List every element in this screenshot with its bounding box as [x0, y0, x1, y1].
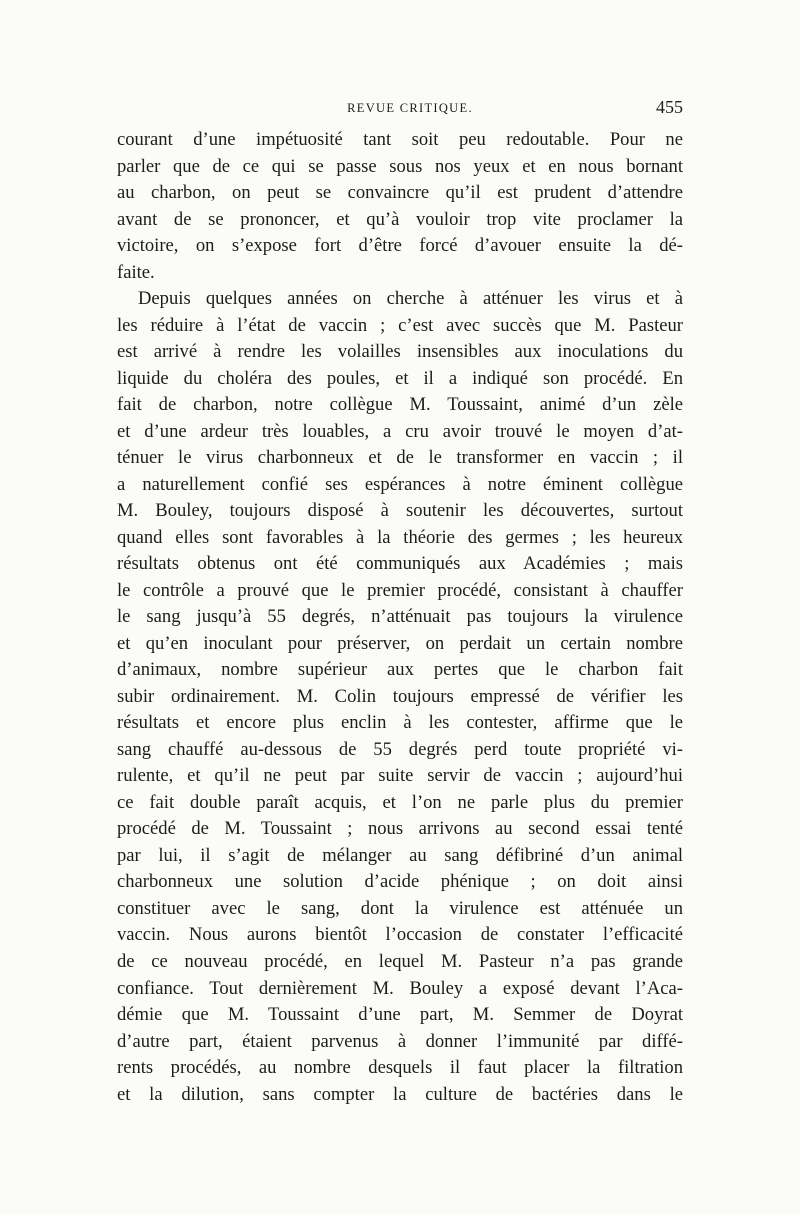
- text-line: vaccin. Nous aurons bientôt l’occasion de constater l’efficacité: [117, 924, 683, 946]
- text-line: les réduire à l’état de vaccin ; c’est avec succès que M. Pasteur: [117, 314, 683, 336]
- text-line: rulente, et qu’il ne peut par suite servir de vaccin ; aujourd’hui: [117, 765, 683, 787]
- page-number: 455: [656, 97, 683, 117]
- text-line: quand elles sont favorables à la théorie des germes ; les heureux: [117, 526, 683, 548]
- text-line: Depuis quelques années on cherche à atténuer les virus et à: [138, 288, 683, 310]
- text-line: ténuer le virus charbonneux et de le transformer en vaccin ; il: [117, 447, 683, 469]
- text-line: ce fait double paraît acquis, et l’on ne parle plus du premier: [117, 791, 683, 813]
- text-line: d’autre part, étaient parvenus à donner l’immunité par diffé-: [117, 1030, 683, 1052]
- text-line: liquide du choléra des poules, et il a indiqué son procédé. En: [117, 367, 683, 389]
- text-line: fait de charbon, notre collègue M. Toussaint, animé d’un zèle: [117, 394, 683, 416]
- text-line: procédé de M. Toussaint ; nous arrivons au second essai tenté: [117, 818, 683, 840]
- text-line: constituer avec le sang, dont la virulence est atténuée un: [117, 897, 683, 919]
- text-line: et qu’en inoculant pour préserver, on perdait un certain nombre: [117, 632, 683, 654]
- text-line: est arrivé à rendre les volailles insensibles aux inoculations du: [117, 341, 683, 363]
- text-line: et d’une ardeur très louables, a cru avoir trouvé le moyen d’at-: [117, 420, 683, 442]
- text-line: rents procédés, au nombre desquels il faut placer la filtration: [117, 1057, 683, 1079]
- running-title: REVUE CRITIQUE.: [347, 101, 473, 115]
- text-line: victoire, on s’expose fort d’être forcé d’avouer ensuite la dé-: [117, 235, 683, 257]
- text-line: et la dilution, sans compter la culture de bactéries dans le: [117, 1083, 683, 1105]
- text-line: résultats obtenus ont été communiqués aux Académies ; mais: [117, 553, 683, 575]
- text-line: parler que de ce qui se passe sous nos yeux et en nous bornant: [117, 155, 683, 177]
- text-line: courant d’une impétuosité tant soit peu redoutable. Pour ne: [117, 129, 683, 150]
- page-header: [117, 97, 683, 119]
- text-line: le contrôle a prouvé que le premier procédé, consistant à chauffer: [117, 579, 683, 601]
- text-line: démie que M. Toussaint d’une part, M. Semmer de Doyrat: [117, 1004, 683, 1026]
- text-line: faite.: [117, 261, 155, 283]
- text-line: résultats et encore plus enclin à les contester, affirme que le: [117, 712, 683, 734]
- text-line: le sang jusqu’à 55 degrés, n’atténuait pas toujours la virulence: [117, 606, 683, 628]
- text-line: subir ordinairement. M. Colin toujours empressé de vérifier les: [117, 685, 683, 707]
- body-text: [117, 127, 683, 1108]
- text-line: d’animaux, nombre supérieur aux pertes que le charbon fait: [117, 659, 683, 681]
- text-line: au charbon, on peut se convaincre qu’il est prudent d’attendre: [117, 182, 683, 204]
- text-line: avant de se prononcer, et qu’à vouloir trop vite proclamer la: [117, 208, 683, 230]
- text-line: de ce nouveau procédé, en lequel M. Pasteur n’a pas grande: [117, 950, 683, 972]
- text-line: M. Bouley, toujours disposé à soutenir les découvertes, surtout: [117, 500, 683, 522]
- text-line: confiance. Tout dernièrement M. Bouley a exposé devant l’Aca-: [117, 977, 683, 999]
- text-line: sang chauffé au-dessous de 55 degrés perd toute propriété vi-: [117, 738, 683, 760]
- text-line: a naturellement confié ses espérances à notre éminent collègue: [117, 473, 683, 495]
- text-line: charbonneux une solution d’acide phénique ; on doit ainsi: [117, 871, 683, 893]
- text-line: par lui, il s’agit de mélanger au sang défibriné d’un animal: [117, 844, 683, 866]
